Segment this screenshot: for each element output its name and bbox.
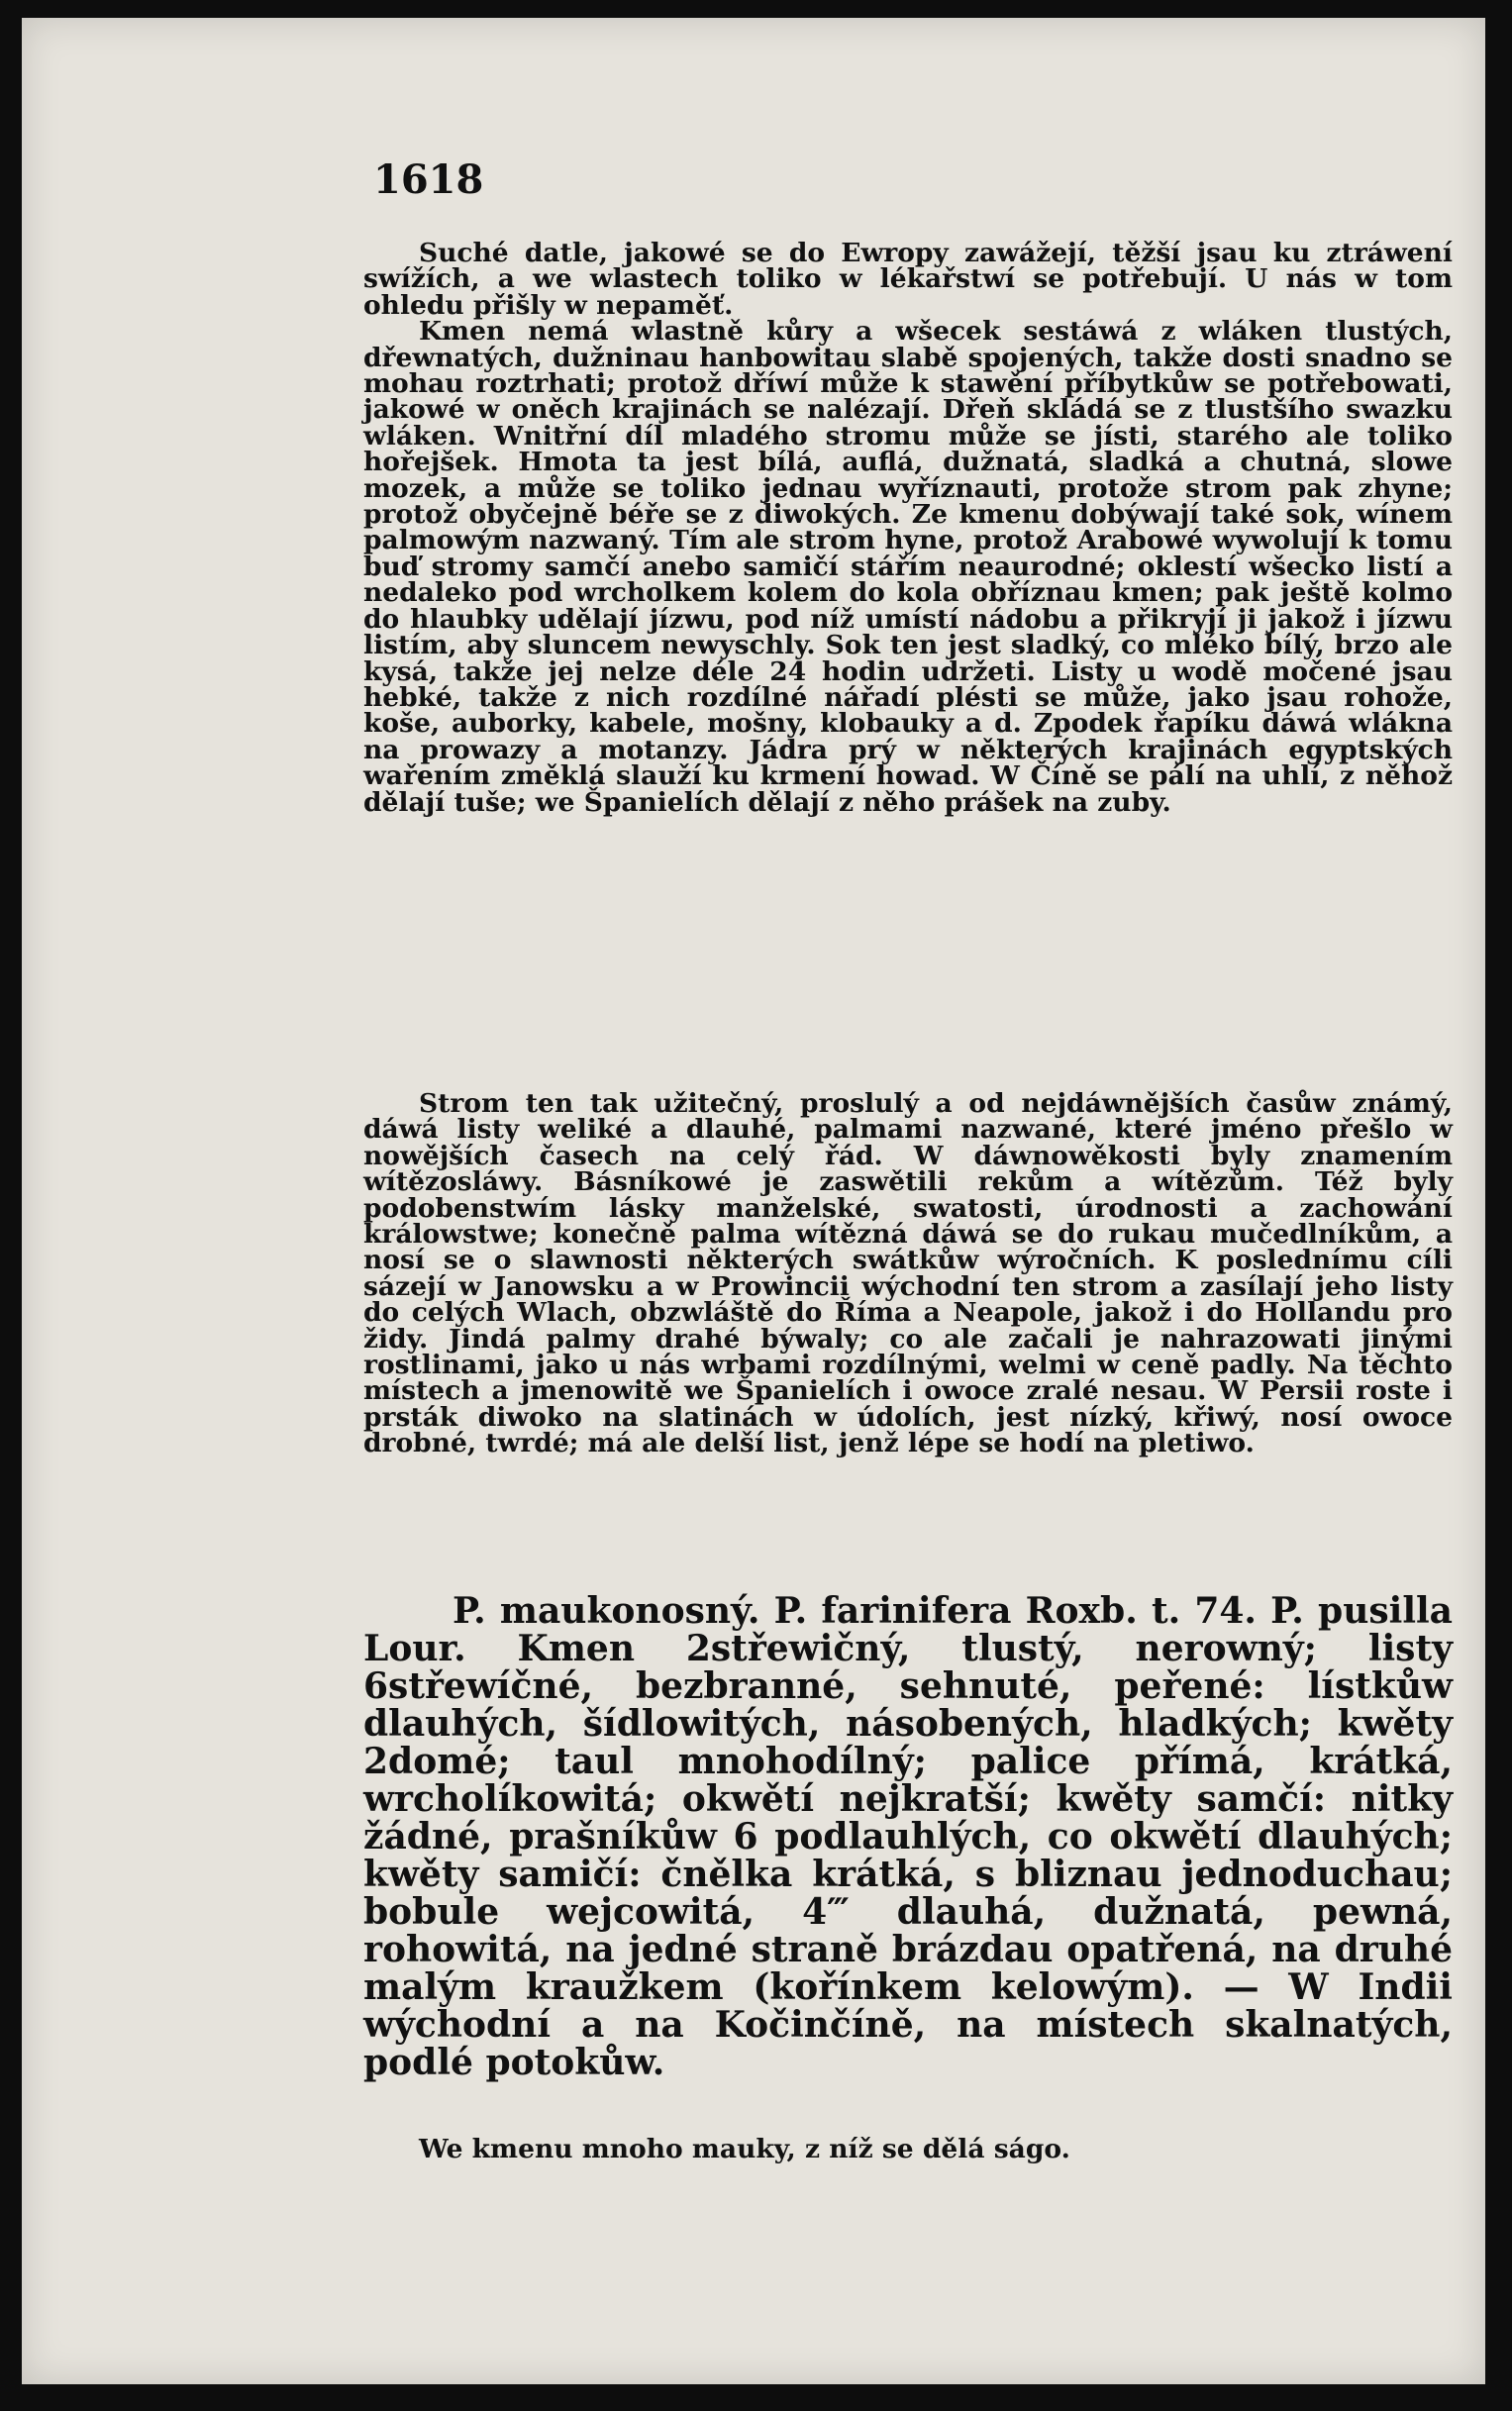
text-block-usage (363, 1088, 1453, 1459)
text-block-footer (363, 2134, 1453, 2164)
paragraph-species-description: P. maukonosný. P. farinifera Roxb. t. 74. P. pusilla Lour. Kmen 2střewičný, tlustý, nerowný; listy 6střewíčné, bezbranné, sehnuté, peřené: lístkůw dlauhých, šídlowitých, násobených, hladkých; kwěty 2domé; taul mnohodílný; palice přímá, krátká, wrcholíkowitá; okwětí nejkratší; kwěty samčí: nitky žádné, prašníkůw 6 podlauhlých, co okwětí dlauhých; kwěty samičí: čnělka krátká, s bliznau jednoduchau; bobule wejcowitá, 4‴ dlauhá, dužnatá, pewná, rohowitá, na jedné straně brázdau opatřená, na druhé malým kraužkem (kořínkem kelowým). — W Indii wýchodní a na Kočinčíně, na místech skalnatých, podlé potokůw. (363, 1590, 1453, 2083)
paragraph-palm-leaves: Strom ten tak užitečný, proslulý a od nejdáwnějších časůw známý, dáwá listy weliké a dlauhé, palmami nazwané, které jméno přešlo w nowějších časech na celý řád. W dáwnowěkosti byly znamením wítězosláwy. Básníkowé je zaswětili rekům a wítězům. Též byly podobenstwím lásky manželské, swatosti, úrodnosti a zachowání králowstwe; konečně palma wítězná dáwá se do rukau mučedlníkům, a nosí se o slawnosti některých swátkůw wýročních. K poslednímu cíli sázejí w Janowsku a w Prowincii wýchodní ten strom a zasílají jeho listy do celých Wlach, obzwláště do Říma a Neapole, jakož i do Hollandu pro židy. Jindá palmy drahé býwaly; co ale začali je nahrazowati jinými rostlinami, jako u nás wrbami rozdílnými, welmi w ceně padly. Na těchto místech a jmenowitě we Španielích i owoce zralé nesau. W Persii roste i prsták diwoko na slatinách w údolích, jest nízký, křiwý, nosí owoce drobné, twrdé; má ale delší list, jenž lépe se hodí na pletiwo. (363, 1088, 1453, 1459)
paragraph-sago-note: We kmenu mnoho mauky, z níž se dělá ságo. (419, 2134, 1070, 2164)
paragraph-trunk: Kmen nemá wlastně kůry a wšecek sestáwá z wláken tlustých, dřewnatých, dužninau hanbowitau slabě spojených, takže dosti snadno se mohau roztrhati; protož dříwí může k stawění příbytkůw se potřebowati, jakowé w oněch krajinách se nalézají. Dřeň skládá se z tlustšího swazku wláken. Wnitřní díl mladého stromu může se jísti, starého ale toliko hořejšek. Hmota ta jest bílá, auflá, dužnatá, sladká a chutná, slowe mozek, a může se toliko jednau wyříznauti, protože strom pak zhyne; protož obyčejně béře se z diwokých. Ze kmenu dobýwají také sok, wínem palmowým nazwaný. Tím ale strom hyne, protož Arabowé wywolují k tomu buď stromy samčí anebo samičí stářím neaurodné; oklestí wšecko listí a nedaleko pod wrcholkem kolem do kola obříznau kmen; pak ještě kolmo do hlaubky udělají jízwu, pod níž umístí nádobu a přikryjí ji jakož i jízwu listím, aby sluncem newyschly. Sok ten jest sladký, co mléko bílý, brzo ale kysá, takže jej nelze déle 24 hodin udržeti. Listy u wodě močené jsau hebké, takže z nich rozdílné nářadí plésti se může, jako jsau rohože, koše, auborky, kabele, mošny, klobauky a d. Zpodek řapíku dáwá wlákna na prowazy a motanzy. Jádra prý w některých krajinách egyptských wařením změklá slauží ku krmení howad. W Číně se pálí na uhlí, z něhož dělají tuše; we Španielích dělají z něho prášek na zuby. (363, 316, 1453, 818)
book-page (22, 18, 1485, 2384)
text-block-intro (363, 238, 1453, 818)
page-number: 1618 (373, 156, 484, 203)
paragraph-dates: Suché datle, jakowé se do Ewropy zawážejí, těžší jsau ku ztráwení swížích, a we wlastech toliko w lékařstwí se potřebují. U nás w tom ohledu přišly w nepaměť. (363, 238, 1453, 321)
text-block-species (363, 1592, 1453, 2081)
